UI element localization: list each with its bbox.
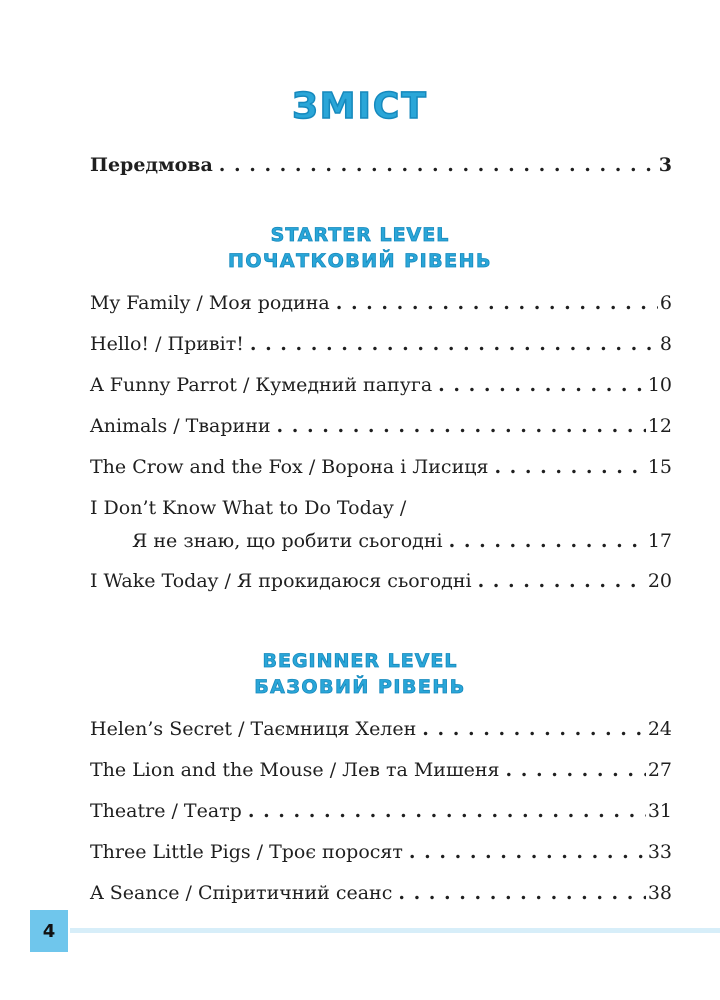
toc-entry-label-line1: I Don’t Know What to Do Today / — [90, 497, 407, 519]
dot-leader — [244, 796, 646, 826]
toc-entry-label: I Wake Today / Я прокидаюся сьогодні — [90, 570, 472, 592]
toc-entry-page: 6 — [659, 292, 672, 314]
toc-entry-page: 31 — [647, 800, 672, 822]
toc-entry[interactable] — [90, 878, 672, 908]
section-heading-beginner — [0, 648, 720, 700]
toc-entry-label: The Lion and the Mouse / Лев та Мишеня — [90, 759, 500, 781]
dot-leader — [418, 714, 646, 744]
toc-entry-page: 27 — [647, 759, 672, 781]
toc-entry-preface[interactable] — [90, 150, 672, 180]
toc-entry-label: Theatre / Театр — [90, 800, 242, 822]
dot-leader — [502, 755, 646, 785]
toc-entry-label: My Family / Моя родина — [90, 292, 330, 314]
toc-entry[interactable] — [90, 288, 672, 318]
toc-entry-label: Three Little Pigs / Троє поросят — [90, 841, 403, 863]
dot-leader — [273, 411, 646, 441]
toc-entry[interactable] — [90, 370, 672, 400]
toc-entry-label: A Funny Parrot / Кумедний папуга — [90, 374, 433, 396]
dot-leader — [474, 566, 646, 596]
toc-entry-page: 12 — [647, 415, 672, 437]
toc-entry-page: 8 — [659, 333, 672, 355]
dot-leader — [215, 150, 657, 180]
toc-entry-page: 24 — [647, 718, 672, 740]
page-title: ЗМІСТ — [292, 86, 428, 127]
toc-entry-label: The Crow and the Fox / Ворона і Лисиця — [90, 456, 489, 478]
section-heading-en: STARTER LEVEL — [270, 224, 450, 246]
dot-leader — [434, 370, 646, 400]
dot-leader — [445, 526, 646, 556]
toc-entry-label: Hello! / Привіт! — [90, 333, 244, 355]
toc-entry-label: Helen’s Secret / Таємниця Хелен — [90, 718, 417, 740]
toc-entry-page: 10 — [647, 374, 672, 396]
toc-entry[interactable] — [90, 755, 672, 785]
toc-entry[interactable] — [90, 452, 672, 482]
toc-entry-label: Передмова — [90, 154, 213, 176]
toc-entry-label: A Seance / Спіритичний сеанс — [90, 882, 393, 904]
dot-leader — [332, 288, 658, 318]
toc-entry[interactable] — [90, 566, 672, 596]
section-heading-en: BEGINNER LEVEL — [262, 650, 458, 672]
toc-entry-label: Я не знаю, що робити сьогодні — [132, 530, 443, 552]
dot-leader — [405, 837, 646, 867]
section-heading-starter — [0, 222, 720, 274]
toc-entry-page: 38 — [647, 882, 672, 904]
toc-entry-page: 20 — [647, 570, 672, 592]
dot-leader — [490, 452, 645, 482]
dot-leader — [394, 878, 645, 908]
toc-entry-page: 17 — [647, 530, 672, 552]
toc-entry[interactable] — [90, 796, 672, 826]
toc-entry-page: 33 — [647, 841, 672, 863]
toc-entry[interactable] — [90, 329, 672, 359]
toc-entry[interactable] — [132, 526, 672, 556]
dot-leader — [246, 329, 658, 359]
section-heading-ua: БАЗОВИЙ РІВЕНЬ — [254, 676, 466, 698]
toc-entry[interactable] — [90, 837, 672, 867]
section-heading-ua: ПОЧАТКОВИЙ РІВЕНЬ — [228, 250, 492, 272]
toc-entry[interactable] — [90, 411, 672, 441]
toc-entry-page: 3 — [658, 154, 672, 176]
footer-divider — [70, 928, 720, 933]
page-number: 4 — [30, 910, 68, 952]
toc-entry-label: Animals / Тварини — [90, 415, 271, 437]
toc-entry-page: 15 — [647, 456, 672, 478]
toc-entry[interactable] — [90, 714, 672, 744]
